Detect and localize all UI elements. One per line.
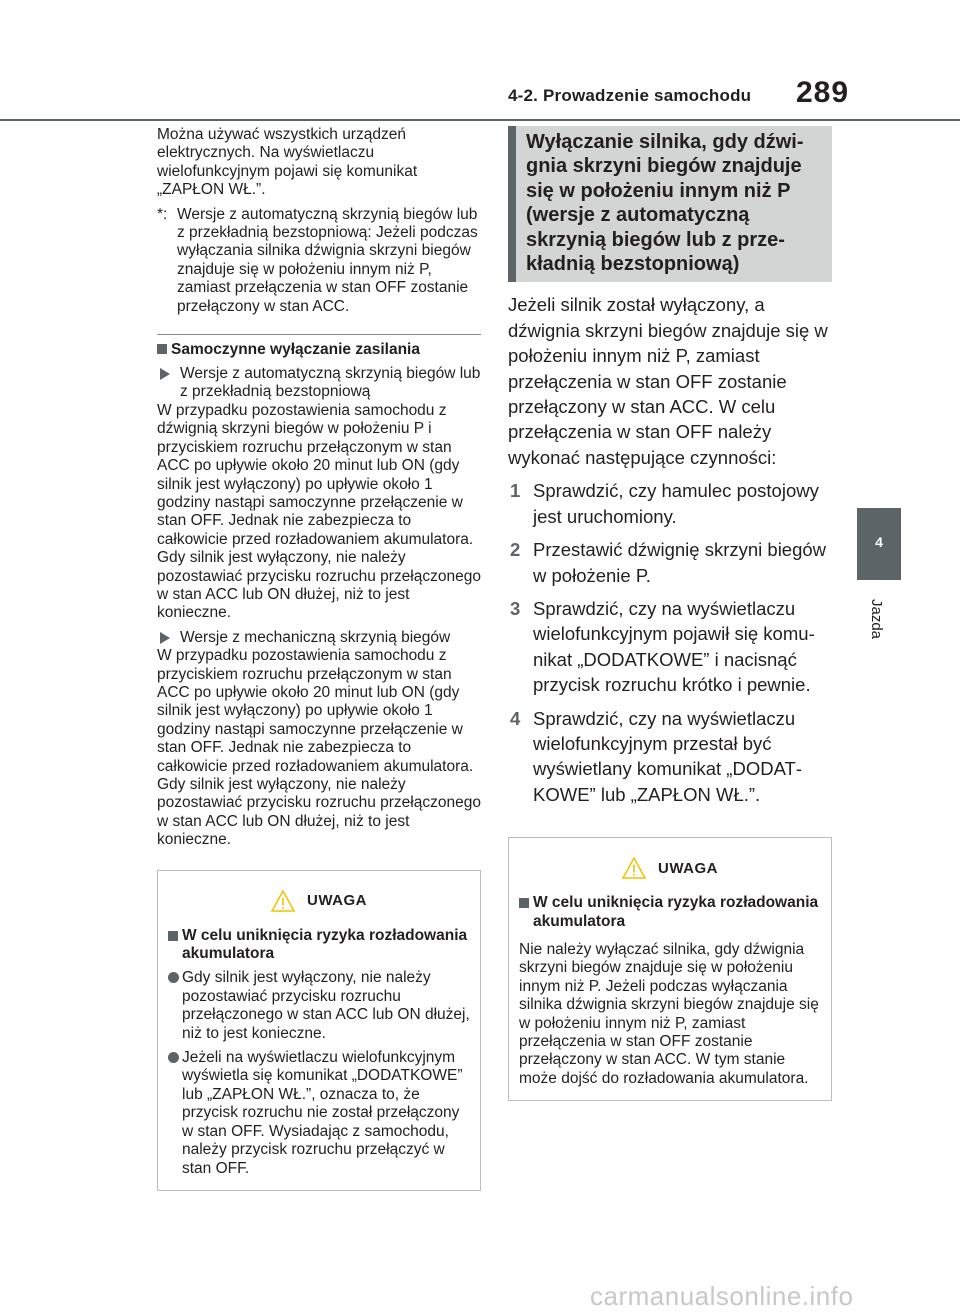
step-item <box>508 706 832 808</box>
step-number: 3 <box>510 597 521 619</box>
warning-box-right <box>508 837 832 1101</box>
warning-subheading-text: W celu uniknięcia ryzyka rozładowania akumulatora <box>182 926 468 963</box>
intro-paragraph: Można używać wszystkich urządzeń elektrycznych. Na wyświetlaczu wielofunkcyjnym pojawi się komunikat „ZAPŁON WŁ.”. <box>157 126 418 199</box>
warning-bullet <box>168 1049 470 1178</box>
warning-bullet <box>168 969 470 1043</box>
warning-bullet-text: Jeżeli na wyświetlaczu wielofunkcyjnym wyświetla się komunikat „DODATKOWE” lub „ZAPŁON WŁ.”, oznacza to, że przycisk rozruchu nie został przełączony w stan OFF. Wysiadając z samochodu, należy przycisk rozruchu przełączyć w stan OFF. <box>182 1049 463 1177</box>
warning-triangle-icon <box>271 890 295 912</box>
chapter-label: Jazda <box>868 599 885 640</box>
dot-bullet-icon <box>168 972 179 983</box>
auto-off-heading <box>157 340 481 359</box>
variant-manual-text: W przypadku pozostawienia samochodu z przyciskiem rozruchu przełączonym w stan ACC po upływie około 20 minut lub ON (gdy silnik jest wyłączony) po upływie około 1 godziny nastąpi samoczynne przełączenie w stan OFF. Jednak nie zabezpiecza to całkowicie przed rozładowaniem akumulatora. Gdy silnik jest wyłączony, nie należy pozostawiać przycisku rozruchu przełączonego w stan ACC lub ON dłużej, niż to jest konieczne. <box>157 647 481 849</box>
step-number: 1 <box>510 480 521 502</box>
variant-manual-head-text: Wersje z mechaniczną skrzynią biegów <box>180 628 451 646</box>
section-divider <box>157 334 481 335</box>
variant-automatic-head-text: Wersje z automatyczną skrzynią biegów lub z przekładnią bezstopniową <box>180 365 481 401</box>
step-number: 4 <box>510 707 521 729</box>
section-heading-box <box>508 126 832 282</box>
footnote <box>157 206 481 316</box>
triangle-arrow-icon <box>160 368 170 380</box>
warning-title: UWAGA <box>658 859 718 877</box>
variant-manual-head <box>157 629 481 647</box>
variant-manual <box>157 629 481 850</box>
step-item <box>508 596 832 698</box>
header-rule <box>0 119 960 121</box>
auto-off-heading-text: Samoczynne wyłączanie zasilania <box>171 341 420 359</box>
warning-title: UWAGA <box>307 892 367 910</box>
step-text: Przestawić dźwignię skrzyni biegów w położenie P. <box>533 539 827 586</box>
warning-text: Nie należy wyłączać silnika, gdy dźwignia skrzyni biegów znajduje się w położeniu innym niż P. Jeżeli podczas wyłączania silnika dźwignia skrzyni biegów znajduje się w położeniu innym niż P, zamiast przełączenia w stan OFF zostanie przełączony w stan ACC. W tym stanie może dojść do rozładowania akumulatora. <box>519 940 819 1087</box>
step-item <box>508 478 832 529</box>
warning-bullet-text: Gdy silnik jest wyłączony, nie należy pozostawiać przycisku rozruchu przełączonego w stan ACC lub ON dłużej, niż to jest konieczne. <box>182 969 470 1042</box>
footnote-text: Wersje z automatyczną skrzynią biegów lub z przekładnią bezstopniową: Jeżeli podczas wyłączania silnika dźwignia skrzyni biegów znajduje się w położeniu innym niż P, zamiast przełączenia w stan OFF zostanie przełączony w stan ACC. <box>177 205 478 315</box>
page-number: 289 <box>796 76 850 109</box>
right-column <box>508 126 832 1101</box>
variant-automatic-head <box>157 365 481 402</box>
square-bullet-icon <box>519 898 529 908</box>
dot-bullet-icon <box>168 1052 179 1063</box>
step-text: Sprawdzić, czy na wyświetlaczu wielofunkcyjnym przestał być wyświetlany komunikat „DODATKOWE” lub „ZAPŁON WŁ.”. <box>533 707 803 805</box>
warning-title-row <box>168 881 470 921</box>
warning-title-row <box>519 848 821 888</box>
warning-box-left <box>157 870 481 1191</box>
square-bullet-icon <box>168 931 178 941</box>
warning-subheading <box>519 894 821 931</box>
step-item <box>508 537 832 588</box>
step-text: Sprawdzić, czy na wyświetlaczu wielofunkcyjnym pojawił się komunikat „DODATKOWE” i nacisnąć przycisk rozruchu krótko i pewnie. <box>533 597 815 696</box>
chapter-tab[interactable] <box>857 508 901 580</box>
footnote-mark: *: <box>157 205 168 223</box>
left-column <box>157 126 481 1191</box>
square-bullet-icon <box>157 344 167 354</box>
warning-triangle-icon <box>622 857 646 879</box>
chapter-number: 4 <box>875 534 883 550</box>
step-number: 2 <box>510 539 521 561</box>
right-intro-paragraph: Jeżeli silnik został wyłączony, a dźwignia skrzyni biegów znajduje się w położeniu innym niż P, zamiast przełączenia w stan OFF zostanie przełączony w stan ACC. W celu przełączenia w stan OFF należy wykonać następujące czynności: <box>508 294 828 468</box>
section-title: 4-2. Prowadzenie samochodu <box>508 86 752 105</box>
warning-subheading-text: W celu uniknięcia ryzyka rozładowania akumulatora <box>533 894 819 930</box>
variant-automatic <box>157 365 481 623</box>
variant-automatic-text: W przypadku pozostawienia samochodu z dźwignią skrzyni biegów w położeniu P i przyciskiem rozruchu przełączonym w stan ACC po upływie około 20 minut lub ON (gdy silnik jest wyłączony) po upływie około 1 godziny nastąpi samoczynne przełączenie w stan OFF. Jednak nie zabezpiecza to całkowicie przed rozładowaniem akumulatora. Gdy silnik jest wyłączony, nie należy pozostawiać przycisku rozruchu przełączonego w stan ACC lub ON dłużej, niż to jest konieczne. <box>157 401 481 622</box>
step-text: Sprawdzić, czy hamulec postojowy jest uruchomiony. <box>533 480 819 527</box>
watermark: carmanualsonline.info <box>590 1281 854 1311</box>
section-heading: Wyłączanie silnika, gdy dźwignia skrzyni biegów znajduje się w położeniu innym niż P (wersje z automatyczną skrzynią biegów lub z przekładnią bezstopniową) <box>526 131 804 276</box>
warning-subheading <box>168 927 470 964</box>
triangle-arrow-icon <box>160 632 170 644</box>
